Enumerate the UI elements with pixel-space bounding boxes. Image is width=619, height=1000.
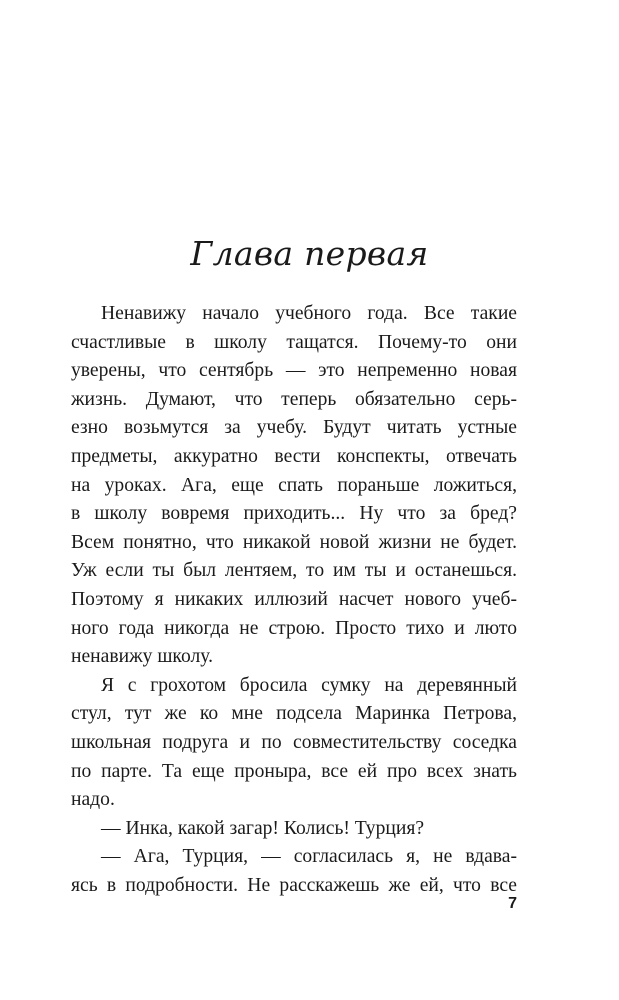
text-line: ного года никогда не строю. Просто тихо и люто <box>71 617 517 639</box>
text-line: на уроках. Ага, еще спать пораньше ложиться, <box>71 474 517 496</box>
body-text <box>71 300 517 900</box>
text-line: уверены, что сентябрь — это непременно новая <box>71 360 517 382</box>
text-line: надо. <box>71 789 115 811</box>
text-line: ясь в подробности. Не расскажешь же ей, что все <box>71 874 517 896</box>
text-line: жизнь. Думают, что теперь обязательно серь- <box>71 388 517 410</box>
text-line: предметы, аккуратно вести конспекты, отвечать <box>71 445 517 467</box>
text-line: — Инка, какой загар! Колись! Турция? <box>101 817 425 839</box>
text-line: — Ага, Турция, — согласилась я, не вдава- <box>101 846 517 868</box>
text-line: Всем понятно, что никакой новой жизни не будет. <box>71 531 517 553</box>
text-line: в школу вовремя приходить... Ну что за бред? <box>71 503 517 525</box>
text-line: Я с грохотом бросила сумку на деревянный <box>101 674 517 696</box>
text-line: Поэтому я никаких иллюзий насчет нового учеб- <box>71 588 517 610</box>
text-line: счастливые в школу тащатся. Почему-то они <box>71 331 517 353</box>
page-number: 7 <box>508 895 517 912</box>
text-line: Ненавижу начало учебного года. Все такие <box>101 303 517 324</box>
text-line: Уж если ты был лентяем, то им ты и останешься. <box>71 560 517 582</box>
text-line: школьная подруга и по совместительству соседка <box>71 731 517 753</box>
text-line: стул, тут же ко мне подсела Маринка Петрова, <box>71 703 517 725</box>
text-line: по парте. Та еще проныра, все ей про всех знать <box>71 760 517 782</box>
text-line: ненавижу школу. <box>71 646 213 668</box>
text-line: езно возьмутся за учебу. Будут читать устные <box>71 417 517 439</box>
chapter-title: Глава первая <box>190 234 429 273</box>
